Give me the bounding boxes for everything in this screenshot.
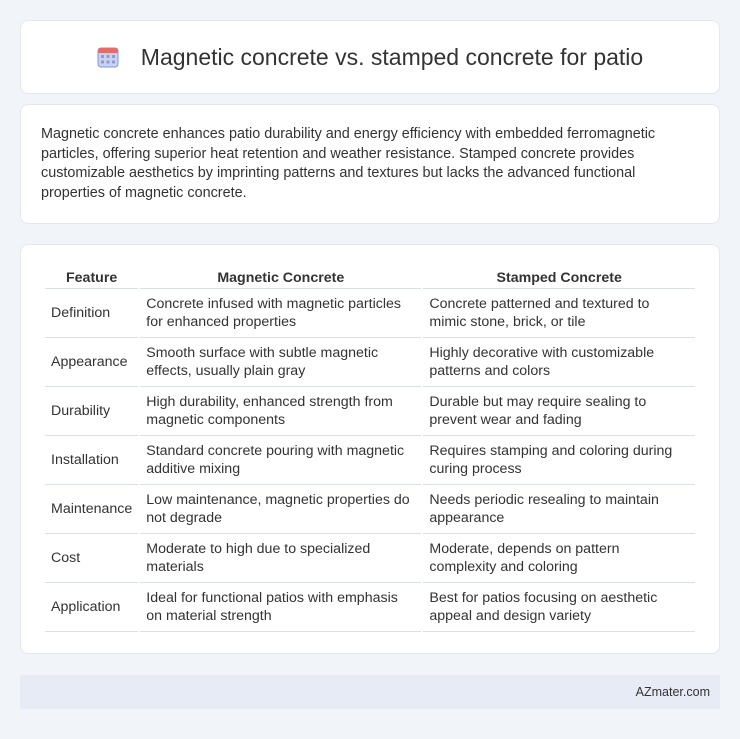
table-row — [45, 436, 695, 485]
title-card — [20, 20, 720, 94]
stamped-cell: Best for patios focusing on aesthetic appeal and design variety — [423, 583, 695, 632]
stamped-cell: Durable but may require sealing to prevent wear and fading — [423, 387, 695, 436]
header-stamped: Stamped Concrete — [423, 265, 695, 289]
stamped-cell: Needs periodic resealing to maintain appearance — [423, 485, 695, 534]
magnetic-cell: High durability, enhanced strength from magnetic components — [140, 387, 421, 436]
feature-cell: Definition — [45, 289, 138, 338]
intro-text: Magnetic concrete enhances patio durability and energy efficiency with embedded ferromagnetic particles, offering superior heat retention and weather resistance. Stamped concrete provides customizable aesthetics by imprinting patterns and textures but lacks the advanced functional properties of magnetic concrete. — [41, 126, 656, 201]
feature-cell: Durability — [45, 387, 138, 436]
calendar-grid-icon — [97, 46, 119, 68]
intro-card — [20, 104, 720, 224]
stamped-cell: Highly decorative with customizable patterns and colors — [423, 338, 695, 387]
comparison-table-card — [20, 244, 720, 654]
header-magnetic: Magnetic Concrete — [140, 265, 421, 289]
table-row — [45, 338, 695, 387]
table-header-row — [45, 265, 695, 289]
magnetic-cell: Ideal for functional patios with emphasis on material strength — [140, 583, 421, 632]
header-feature: Feature — [45, 265, 138, 289]
magnetic-cell: Concrete infused with magnetic particles for enhanced properties — [140, 289, 421, 338]
page-title: Magnetic concrete vs. stamped concrete for patio — [140, 43, 644, 70]
magnetic-cell: Low maintenance, magnetic properties do not degrade — [140, 485, 421, 534]
stamped-cell: Moderate, depends on pattern complexity and coloring — [423, 534, 695, 583]
magnetic-cell: Moderate to high due to specialized materials — [140, 534, 421, 583]
feature-cell: Maintenance — [45, 485, 138, 534]
footer — [20, 675, 720, 709]
magnetic-cell: Standard concrete pouring with magnetic additive mixing — [140, 436, 421, 485]
feature-cell: Application — [45, 583, 138, 632]
stamped-cell: Concrete patterned and textured to mimic stone, brick, or tile — [423, 289, 695, 338]
footer-brand[interactable]: AZmater.com — [635, 685, 710, 699]
table-row — [45, 485, 695, 534]
comparison-table — [43, 265, 697, 632]
feature-cell: Installation — [45, 436, 138, 485]
table-row — [45, 534, 695, 583]
table-row — [45, 387, 695, 436]
table-row — [45, 289, 695, 338]
table-row — [45, 583, 695, 632]
stamped-cell: Requires stamping and coloring during curing process — [423, 436, 695, 485]
feature-cell: Cost — [45, 534, 138, 583]
feature-cell: Appearance — [45, 338, 138, 387]
magnetic-cell: Smooth surface with subtle magnetic effects, usually plain gray — [140, 338, 421, 387]
